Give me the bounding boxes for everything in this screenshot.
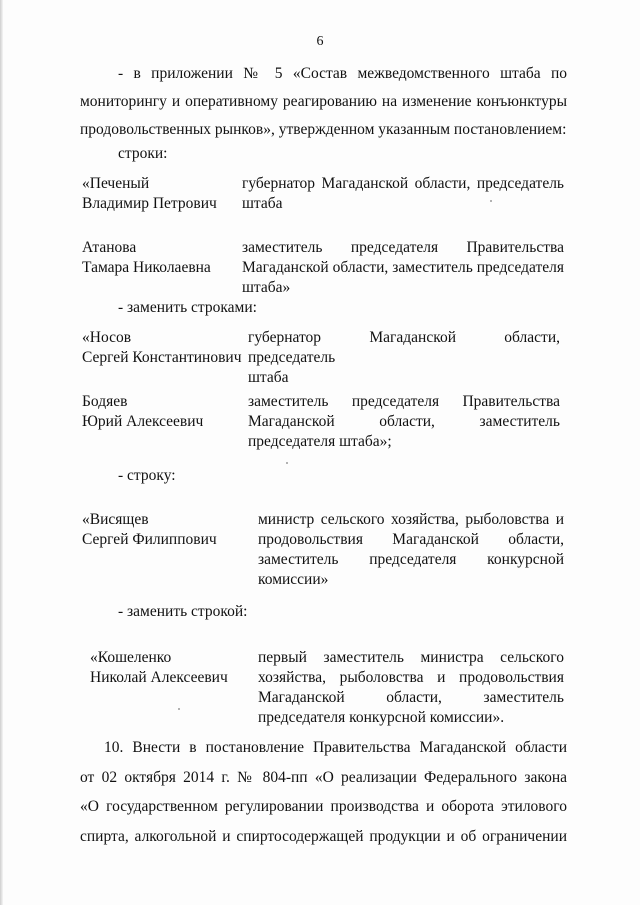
label-zamenit-strokami: - заменить строками: (118, 299, 257, 316)
person-role: губернатор Магаданской области, председатель штаба (242, 175, 564, 212)
roster-entry (82, 392, 560, 456)
intro-line: - в приложении № 5 «Состав межведомственного штаба по (118, 65, 567, 82)
item-10-line: спирта, алкогольной и спиртосодержащей продукции и об ограничении (80, 827, 567, 845)
person-name: «Висящев Сергей Филиппович (82, 511, 217, 548)
roster-entry (90, 648, 564, 732)
label-stroki: строки: (118, 145, 168, 162)
scan-speck (178, 708, 180, 710)
scan-edge (0, 0, 3, 905)
label-zamenit-strokoy: - заменить строкой: (118, 603, 248, 620)
person-name: Бодяев Юрий Алексеевич (82, 393, 204, 430)
person-name: «Носов Сергей Константинович (82, 329, 242, 366)
roster-entry (82, 174, 564, 218)
intro-line: мониторингу и оперативному реагированию на изменение конъюнктуры (80, 93, 567, 110)
intro-paragraph (80, 60, 567, 144)
person-name: Атанова Тамара Николаевна (82, 239, 211, 276)
person-name: «Кошеленко Николай Алексеевич (90, 649, 228, 686)
item-10-paragraph (80, 733, 567, 851)
scan-speck (286, 462, 288, 464)
person-role: министр сельского хозяйства, рыболовства и продовольствия Магаданской области, заместитель председателя конкурсной комиссии» (258, 511, 564, 588)
person-role: первый заместитель министра сельского хозяйства, рыболовства и продовольствия Магаданской области, заместитель председателя конкурсной комиссии». (258, 649, 564, 726)
item-10-line: от 02 октября 2014 г. № 804-пп «О реализации Федерального закона (80, 768, 567, 786)
roster-entry (82, 328, 560, 386)
roster-entry (82, 238, 564, 302)
page-number: 6 (316, 34, 324, 49)
roster-entry (82, 510, 564, 594)
person-role: губернатор Магаданской области, председатель штаба (248, 329, 560, 386)
scan-speck (490, 200, 492, 202)
intro-line: продовольственных рынков», утвержденном указанным постановлением: (80, 121, 567, 138)
label-stroku: - строку: (118, 467, 176, 484)
person-role: заместитель председателя Правительства Магаданской области, заместитель председателя штаба»; (248, 393, 560, 450)
person-name: «Печеный Владимир Петрович (82, 175, 217, 212)
person-role: заместитель председателя Правительства Магаданской области, заместитель председателя штаба» (242, 239, 564, 296)
item-10-line: «О государственном регулировании производства и оборота этилового (80, 798, 567, 815)
item-10-line: 10. Внести в постановление Правительства Магаданской области (104, 739, 567, 756)
